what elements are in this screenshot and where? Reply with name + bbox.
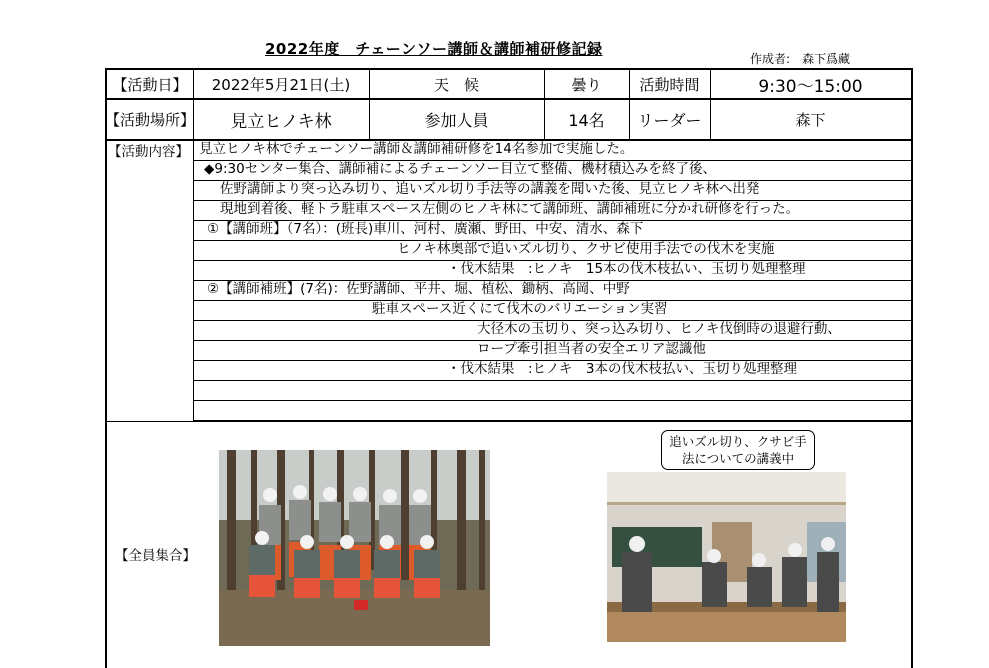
lecture-photo — [607, 472, 846, 642]
lecture-caption-line-2: 法についての講義中 — [681, 451, 795, 466]
leader-label: リーダー — [637, 110, 702, 130]
content-line: 駐車スペース近くにて伐木のバリエーション実習 — [372, 301, 668, 317]
content-line: 佐野講師より突っ込み切り、追いズル切り手法等の講義を聞いた後、見立ヒノキ林へ出発 — [220, 181, 760, 197]
content-line: ヒノキ林奥部で追いズル切り、クサビ使用手法での伐木を実施 — [397, 241, 775, 257]
content-line: ・伐木結果 :ヒノキ 15本の伐木枝払い、玉切り処理整理 — [447, 261, 806, 277]
time-label: 活動時間 — [639, 75, 700, 94]
date-value: 2022年5月21日(土) — [211, 75, 351, 94]
content-line: ②【講師補班】(7名)：佐野講師、平井、堀、植松、鋤柄、高岡、中野 — [207, 281, 630, 297]
time-value: 9:30～15:00 — [758, 76, 863, 97]
weather-label: 天 候 — [433, 75, 479, 94]
participants-label: 参加人員 — [424, 110, 489, 130]
place-label: 【活動場所】 — [105, 110, 196, 129]
content-line: 大径木の玉切り、突っ込み切り、ヒノキ伐倒時の退避行動、 — [477, 321, 841, 337]
lecture-caption-line-1: 追いズル切り、クサビ手 — [669, 434, 807, 449]
lecture-caption — [661, 430, 815, 470]
content-label: 【活動内容】 — [108, 143, 189, 160]
group-photo-label: 【全員集合】 — [115, 548, 196, 564]
group-photo — [219, 450, 490, 646]
content-line: ロープ牽引担当者の安全エリア認識他 — [477, 341, 706, 357]
content-line: 現地到着後、軽トラ駐車スペース左側のヒノキ林にて講師班、講師補班に分かれ研修を行った。 — [220, 201, 800, 217]
leader-value: 森下 — [795, 110, 826, 129]
weather-value: 曇り — [571, 75, 602, 94]
date-label: 【活動日】 — [112, 75, 188, 94]
content-line: ①【講師班】（7名）：(班長)車川、河村、廣瀬、野田、中安、清水、森下 — [207, 221, 644, 237]
place-value: 見立ヒノキ林 — [230, 111, 332, 132]
document-title: 2022年度 チェーンソー講師＆講師補研修記録 — [265, 40, 603, 58]
author-line: 作成者: 森下爲藏 — [750, 52, 851, 66]
content-line: ・伐木結果 :ヒノキ 3本の伐木枝払い、玉切り処理整理 — [447, 361, 797, 377]
content-line: ◆9:30センター集合、講師補によるチェーンソー目立て整備、機材積込みを終了後、 — [204, 161, 716, 177]
participants-value: 14名 — [568, 110, 605, 130]
content-line: 見立ヒノキ林でチェーンソー講師＆講師補研修を14名参加で実施した。 — [199, 141, 634, 157]
